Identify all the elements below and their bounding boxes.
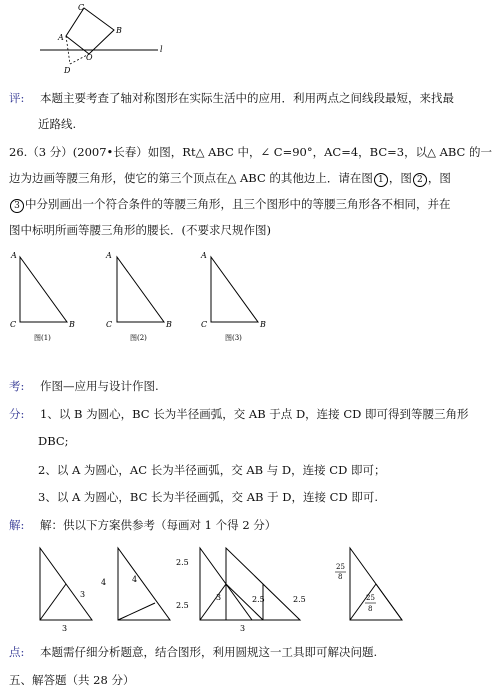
problem-figures bbox=[0, 245, 494, 355]
fen-step-3: 3、以 A 为圆心，BC 长为半径画弧，交 AB 于 D，连接 CD 即可. bbox=[38, 490, 378, 504]
dian-line bbox=[9, 645, 377, 659]
jie-line bbox=[9, 518, 276, 532]
kao-line bbox=[9, 379, 159, 393]
label-o: O bbox=[86, 53, 93, 62]
circle-1: 1 bbox=[374, 173, 388, 187]
problem-line-2a: 边为边画等腰三角形，使它的第三个顶点在△ ABC 的其他边上．请在图 bbox=[9, 171, 373, 185]
label-l: l bbox=[160, 45, 163, 54]
problem-line-3a: 中分别画出一个符合条件的等腰三角形，且三个图形中的等腰三角形各不相同，并在 bbox=[25, 197, 451, 211]
sol3-label-2: 2.5 bbox=[176, 601, 189, 610]
triangle-3 bbox=[200, 251, 266, 342]
tri2-c: C bbox=[106, 320, 113, 329]
jie-label: 解: bbox=[9, 518, 25, 532]
problem-line-2 bbox=[9, 171, 451, 187]
label-c: C bbox=[78, 3, 85, 12]
tri3-c: C bbox=[201, 320, 208, 329]
fen-label: 分: bbox=[9, 407, 25, 421]
comment-line-1 bbox=[9, 91, 454, 105]
tri3-a: A bbox=[201, 251, 207, 260]
problem-line-3 bbox=[9, 197, 451, 213]
tri1-c: C bbox=[10, 320, 17, 329]
sol4-label-1: 3 bbox=[216, 593, 222, 602]
kao-label: 考: bbox=[9, 379, 25, 393]
jie-text: 解：供以下方案供参考（每画对 1 个得 2 分） bbox=[40, 518, 277, 532]
dian-text: 本题需仔细分析题意，结合图形，利用圆规这一工具即可解决问题. bbox=[40, 645, 378, 659]
comment-label: 评: bbox=[9, 91, 25, 105]
problem-line-4: 图中标明所画等腰三角形的腰长．(不要求尺规作图) bbox=[9, 223, 271, 237]
tri2-a: A bbox=[106, 251, 112, 260]
sol3-label-1: 2.5 bbox=[176, 558, 189, 567]
comment-line-2: 近路线. bbox=[38, 117, 77, 131]
solution-figures bbox=[0, 540, 494, 635]
fen-step-1a: 1、以 B 为圆心，BC 长为半径画弧，交 AB 于点 D，连接 CD 即可得到等腰三角形 bbox=[40, 407, 469, 421]
problem-line-2c: ，图 bbox=[427, 171, 451, 185]
tri3-caption: 图(3) bbox=[225, 334, 242, 342]
solution-3 bbox=[176, 548, 252, 620]
sol1-label-2: 3 bbox=[62, 624, 68, 633]
tri2-b: B bbox=[166, 320, 172, 329]
sol5-den-2: 8 bbox=[368, 605, 373, 613]
circle-2: 2 bbox=[413, 173, 427, 187]
solution-5 bbox=[335, 548, 402, 620]
tri1-b: B bbox=[69, 320, 75, 329]
problem-line-2b: ，图 bbox=[388, 171, 412, 185]
top-figure bbox=[0, 0, 494, 80]
fen-step-1b: DBC; bbox=[38, 434, 69, 448]
sol4-label-3: 2.5 bbox=[293, 595, 306, 604]
triangle-2 bbox=[105, 251, 172, 342]
sol4-label-2: 2.5 bbox=[252, 595, 265, 604]
sol4-label-4: 3 bbox=[240, 624, 246, 633]
sol1-label-1: 3 bbox=[80, 590, 86, 599]
problem-line-1: 26.（3 分）(2007•长春）如图，Rt△ ABC 中，∠ C=90°，AC=4，BC=3，以△ ABC 的一 bbox=[9, 145, 493, 159]
kao-text: 作图—应用与设计作图. bbox=[40, 379, 159, 393]
fen-step-2: 2、以 A 为圆心，AC 长为半径画弧，交 AB 与 D，连接 CD 即可； bbox=[38, 463, 386, 477]
tri1-caption: 图(1) bbox=[34, 334, 51, 342]
sol2-label-1: 4 bbox=[101, 578, 107, 587]
triangle-1 bbox=[10, 251, 75, 342]
label-b: B bbox=[116, 26, 122, 35]
tri2-caption: 图(2) bbox=[130, 334, 147, 342]
tri1-a: A bbox=[11, 251, 17, 260]
solution-2 bbox=[101, 548, 170, 620]
comment-text-1: 本题主要考查了轴对称图形在实际生活中的应用．利用两点之间线段最短，来找最 bbox=[40, 91, 455, 105]
label-a: A bbox=[58, 33, 64, 42]
dian-label: 点: bbox=[9, 645, 25, 659]
section-heading: 五、解答题（共 28 分） bbox=[9, 673, 135, 687]
fen-line-1 bbox=[9, 407, 469, 421]
sol5-den-1: 8 bbox=[338, 573, 343, 581]
solution-1 bbox=[40, 548, 92, 633]
solution-4 bbox=[216, 548, 306, 633]
sol2-label-2: 4 bbox=[132, 575, 138, 584]
sol5-num-2: 25 bbox=[366, 594, 375, 602]
label-d: D bbox=[64, 66, 71, 75]
tri3-b: B bbox=[260, 320, 266, 329]
sol5-num-1: 25 bbox=[336, 563, 345, 571]
circle-3: 3 bbox=[10, 199, 24, 213]
